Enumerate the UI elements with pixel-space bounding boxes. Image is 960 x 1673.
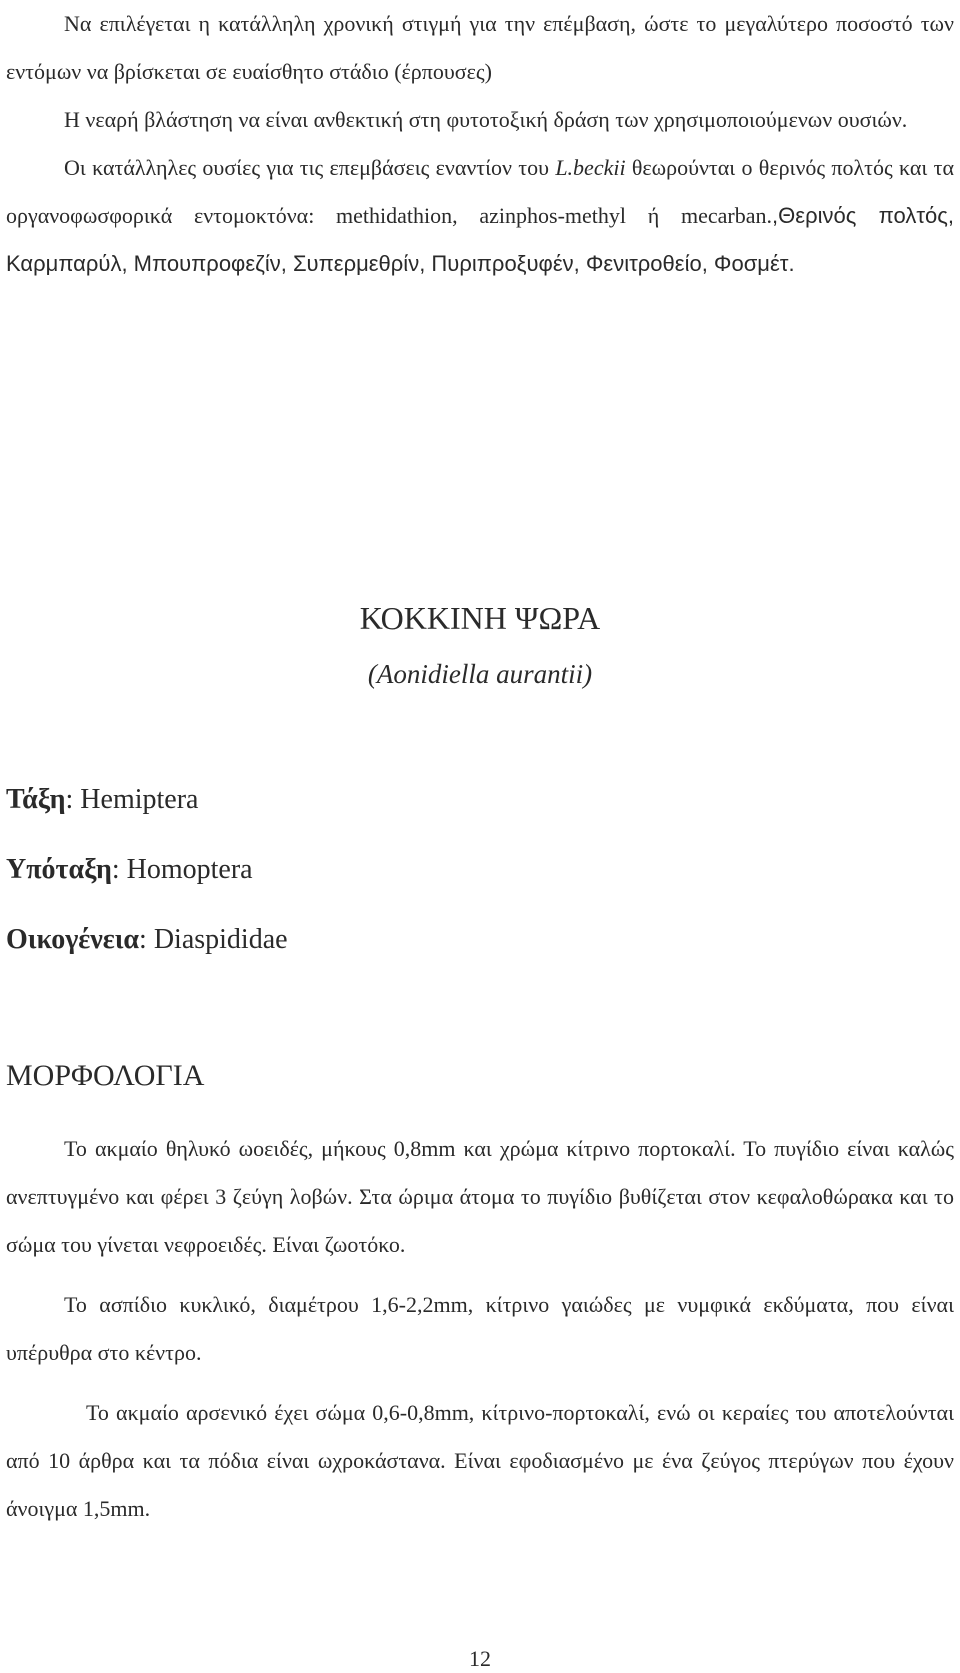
- morphology-paragraph-male: Το ακμαίο αρσενικό έχει σώμα 0,6-0,8mm, κίτρινο-πορτοκαλί, ενώ οι κεραίες του αποτελούνται από 10 άρθρα και τα πόδια είναι ωχροκάστανα. Είναι εφοδιασμένο με ένα ζεύγος πτερύγων που έχουν άνοιγμα 1,5mm.: [6, 1400, 954, 1521]
- taxonomy-value: : Hemiptera: [65, 784, 199, 815]
- taxonomy-family: [6, 920, 954, 960]
- species-name-lbeckii: L.beckii: [555, 155, 626, 180]
- intro-paragraph-timing: Να επιλέγεται η κατάλληλη χρονική στιγμή για την επέμβαση, ώστε το μεγαλύτερο ποσοστό των εντόμων να βρίσκεται σε ευαίσθητο στάδιο (έρπουσες): [6, 11, 954, 84]
- intro-section: [6, 0, 954, 288]
- substances-product-list: ,Θερινός πολτός, Καρμπαρύλ, Μπουπροφεζίν, Συπερμεθρίν, Πυριπροξυφέν, Φενιτροθείο, Φοσμέτ.: [6, 203, 954, 276]
- intro-paragraph-vegetation: Η νεαρή βλάστηση να είναι ανθεκτική στη φυτοτοξική δράση των χρησιμοποιούμενων ουσιών.: [64, 107, 908, 132]
- morphology-heading: ΜΟΡΦΟΛΟΓΙΑ: [6, 1059, 205, 1092]
- taxonomy-value: : Homoptera: [111, 854, 253, 885]
- page-number: 12: [469, 1646, 491, 1671]
- taxonomy-suborder: [6, 850, 954, 890]
- taxonomy-label: Τάξη: [6, 784, 66, 815]
- taxonomy-label: Οικογένεια: [6, 924, 140, 955]
- pest-title-block: [0, 590, 960, 702]
- taxonomy-value: : Diaspididae: [139, 924, 288, 955]
- taxonomy-order: [6, 780, 954, 820]
- morphology-section: [6, 1125, 954, 1533]
- intro-paragraph-substances: [6, 144, 954, 288]
- taxonomy-label: Υπόταξη: [6, 854, 112, 885]
- pest-name-heading: ΚΟΚΚΙΝΗ ΨΩΡΑ: [359, 600, 601, 636]
- morphology-paragraph-female: Το ακμαίο θηλυκό ωοειδές, μήκους 0,8mm και χρώμα κίτρινο πορτοκαλί. Το πυγίδιο είναι καλώς ανεπτυγμένο και φέρει 3 ζεύγη λοβών. Στα ώριμα άτομα το πυγίδιο βυθίζεται στον κεφαλοθώρακα και το σώμα του γίνεται νεφροειδές. Είναι ζωοτόκο.: [6, 1136, 954, 1257]
- morphology-paragraph-scale: Το ασπίδιο κυκλικό, διαμέτρου 1,6-2,2mm, κίτρινο γαιώδες με νυμφικά εκδύματα, που είναι υπέρυθρα στο κέντρο.: [6, 1292, 954, 1365]
- substances-text-rest: θεωρούνται ο θερινός πολτός και τα οργανοφωσφορικά εντομοκτόνα: methidathion, azinphos-methyl ή mecarban.: [6, 155, 954, 228]
- pest-species-name: (Aonidiella aurantii): [367, 659, 593, 689]
- substances-text-start: Οι κατάλληλες ουσίες για τις επεμβάσεις εναντίον του: [64, 155, 556, 180]
